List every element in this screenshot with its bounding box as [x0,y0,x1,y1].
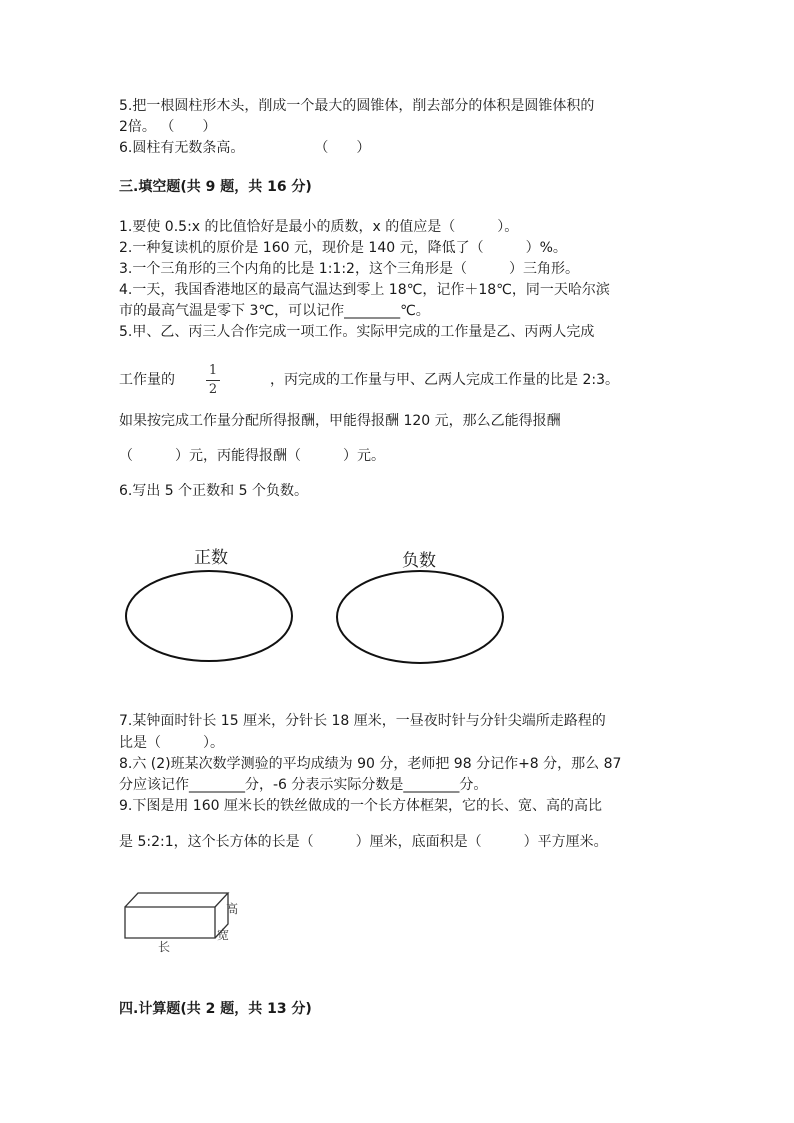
fill-q8-line1: 8.六 (2)班某次数学测验的平均成绩为 90 分，老师把 98 分记作+8 分，那么 87 [119,756,622,772]
positive-label: 正数 [194,548,228,568]
positive-oval [126,571,292,661]
section4-heading: 四.计算题(共 2 题，共 13 分) [119,1001,312,1017]
cuboid-top-face [125,893,228,907]
fraction-numerator: 1 [208,363,218,378]
fill-q5-line4: （ ）元，丙能得报酬（ ）元。 [119,448,385,464]
fill-q5-line2-pre: 工作量的 [119,372,175,388]
fill-q5-line2-post: ，丙完成的工作量与甲、乙两人完成工作量的比是 2:3。 [270,372,619,388]
fill-q6: 6.写出 5 个正数和 5 个负数。 [119,483,308,499]
fill-q5-line3: 如果按完成工作量分配所得报酬，甲能得报酬 120 元，那么乙能得报酬 [119,413,561,429]
fraction-one-half [205,364,221,397]
judge-q6: 6.圆柱有无数条高。 （ ） [119,140,371,156]
judge-q5-line1: 5.把一根圆柱形木头，削成一个最大的圆锥体，削去部分的体积是圆锥体积的 [119,98,595,114]
fill-q2: 2.一种复读机的原价是 160 元，现价是 140 元，降低了（ ）%。 [119,240,567,256]
fill-q1: 1.要使 0.5:x 的比值恰好是最小的质数，x 的值应是（ ）。 [119,219,519,235]
cuboid-front-face [125,907,215,938]
fraction-bar [206,380,220,381]
fill-q4-line2: 市的最高气温是零下 3℃，可以记作________℃。 [119,303,430,319]
negative-label: 负数 [402,551,436,571]
fill-q5-line1: 5.甲、乙、丙三人合作完成一项工作。实际甲完成的工作量是乙、丙两人完成 [119,324,595,340]
fill-q9-line1: 9.下图是用 160 厘米长的铁丝做成的一个长方体框架，它的长、宽、高的高比 [119,798,602,814]
fill-q4-line1: 4.一天，我国香港地区的最高气温达到零上 18℃，记作＋18℃，同一天哈尔滨 [119,282,610,298]
fraction-denominator: 2 [208,382,218,397]
section3-heading: 三.填空题(共 9 题，共 16 分) [119,179,312,195]
number-ovals [120,568,510,678]
box-height-label: 高 [226,902,239,916]
judge-q5-line2: 2倍。 （ ） [119,119,217,135]
negative-oval [337,571,503,663]
fill-q7-line2: 比是（ ）。 [119,735,224,751]
fill-q3: 3.一个三角形的三个内角的比是 1:1:2，这个三角形是（ ）三角形。 [119,261,579,277]
fill-q9-line2: 是 5:2:1，这个长方体的长是（ ）厘米，底面积是（ ）平方厘米。 [119,834,608,850]
box-width-label: 宽 [217,928,230,942]
fill-q8-line2: 分应该记作________分，-6 分表示实际分数是________分。 [119,777,488,793]
box-length-label: 长 [158,940,171,954]
fill-q7-line1: 7.某钟面时针长 15 厘米，分针长 18 厘米，一昼夜时针与分针尖端所走路程的 [119,713,606,729]
cuboid-diagram [118,886,248,956]
